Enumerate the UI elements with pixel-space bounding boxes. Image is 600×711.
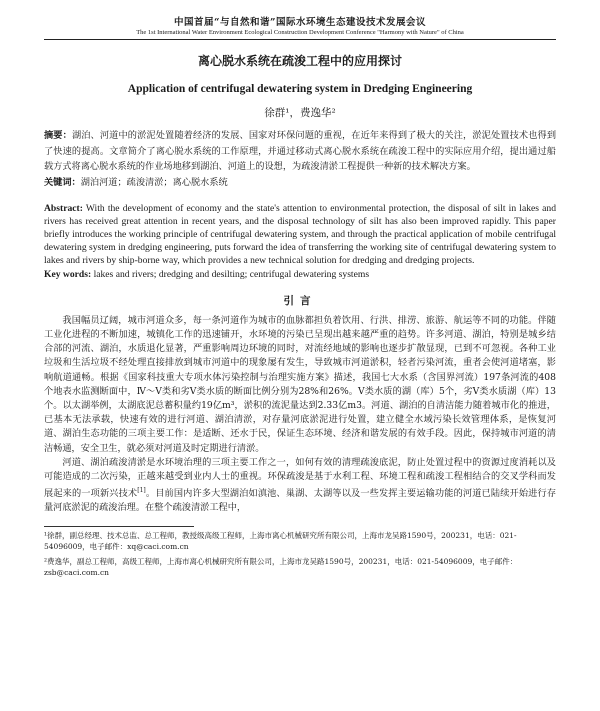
body-paragraph-2-text-b: 。目前国内许多大型湖泊如滇池、巢湖、太湖等以及一些发挥主要运输功能的河道已陆续开始进行存量河底淤泥的疏浚治理。在整个疏浚清淤工程中， (44, 488, 557, 514)
keywords-en-label: Key words: (44, 268, 92, 280)
header-rule (44, 39, 556, 40)
abstract-cn (44, 128, 556, 175)
conference-title-cn: 中国首届“与自然和谐”国际水环境生态建设技术发展会议 (174, 17, 426, 28)
abstract-en (44, 202, 556, 268)
footnote-1: ¹徐群，副总经理、技术总监、总工程师，教授级高级工程师，上海市离心机械研究所有限公司，上海市龙吴路1590号，200231，电话：021-54096009，电子邮件：xq@caci.com.cn (44, 530, 517, 552)
keywords-en-text: lakes and rivers; dredging and desilting; centrifugal dewatering systems (93, 268, 370, 280)
body-paragraph-2-text-a: 河道、湖泊疏浚清淤是水环境治理的三项主要工作之一，如何有效的清理疏浚底泥，防止处置过程中的资源过度消耗以及可能造成的二次污染，正越来越受到业内人士的重视。环保疏浚是基于水利工程、环境工程和疏浚工程相结合的交叉学科而发展起来的一项新兴技术 (44, 456, 556, 500)
keywords-cn-text: 湖泊河道；疏浚清淤；离心脱水系统 (80, 176, 228, 188)
keywords-en (44, 268, 556, 281)
conference-header (44, 14, 556, 40)
body-paragraph-1: 我国幅员辽阔，城市河道众多，每一条河道作为城市的血脉都担负着饮用、行洪、排涝、旅游、航运等不同的功能。伴随工业化进程的不断加速，城镇化工作的迅速铺开，水环境的污染已呈现出越来越严重的趋势。许多河道、湖泊，特别是城乡结合部的河流、湖泊，水质退化显著，严重影响周边环境的同时，对流经地域的影响也逐步扩散显现，已到不可忽视。各种工业垃圾和生活垃圾不经处理直接排放到城市河道中的现象屡有发生，导致城市河道淤积，轻者污染河流，重者会使河道堵塞，影响航道通畅。根据《国家科技重大专项水体污染控制与治理实施方案》描述，我国七大水系（含国界河流）197条河流的408个地表水监测断面中，Ⅳ～Ⅴ类和劣Ⅴ类水质的断面比例分别为28%和26%。Ⅴ类水质的湖（库）5个，劣Ⅴ类水质湖（库）13个。以太湖举例，太湖底泥总蓄积量约19亿m³，淤积的流泥量达到2.33亿m3。河道、湖泊的自清洁能力随着城市化的推进，已基本无法承载，快速有效的进行河道、湖泊清淤，对存量河底淤泥进行处置，建立健全水域污染长效管理体系，是恢复河道、湖泊生态功能的三项主要工作：是适断、还水于民，保证生态环境、经济和谐发展的有效手段。因此，保持城市河道的清洁畅通，安全卫生，就必须对河道及时定期进行清淤。 (44, 314, 556, 454)
abstract-cn-label: 摘要： (44, 130, 72, 141)
keywords-cn-label: 关键词： (44, 176, 81, 188)
footnote-rule (44, 526, 194, 527)
keywords-cn (44, 175, 556, 190)
abstract-en-text: With the development of economy and the state's attention to environmental protection, the disposal of silt in lakes and rivers has received great attention in recent years, and the disposal technology of silt has also been improved rapidly. This paper briefly introduces the working principle of centrifugal dewatering system, and through the practical application of mobile centrifugal dewatering system in dredging engineering, puts forward the idea of transferring the working site of centrifugal dewatering system to lakes and rivers by ship-borne way, which provides a new technical solution for dredging and dredging projects. (44, 202, 556, 267)
section-heading-introduction: 引言 (283, 294, 317, 307)
conference-title-en: The 1st International Water Environment Ecological Construction Development Conference "Harmony with Nature" of China (136, 29, 464, 36)
body-paragraph-2 (44, 456, 556, 516)
authors: 徐群¹，费逸华² (264, 107, 336, 119)
paper-title-cn: 离心脱水系统在疏浚工程中的应用探讨 (197, 54, 402, 68)
abstract-en-label: Abstract: (44, 202, 83, 214)
paper-title-en: Application of centrifugal dewatering system in Dredging Engineering (127, 83, 473, 95)
footnote-2: ²费逸华，副总工程师，高级工程师，上海市离心机械研究所有限公司，上海市龙吴路1590号，200231，电话：021-54096009，电子邮件：zsb@caci.com.cn (44, 556, 518, 578)
citation-ref: [1] (137, 487, 146, 495)
abstract-cn-text: 湖泊、河道中的淤泥处置随着经济的发展、国家对环保问题的重视，在近年来得到了极大的关注，淤泥处置技术也得到了快速的提高。文章简介了离心脱水系统的工作原理，并通过移动式离心脱水系统在疏浚工程中的实际应用介绍，提出通过船载方式将离心脱水系统的作业场地移到湖泊、河道上的设想，为疏浚清淤工程提供一种新的技术解决方案。 (44, 130, 557, 172)
